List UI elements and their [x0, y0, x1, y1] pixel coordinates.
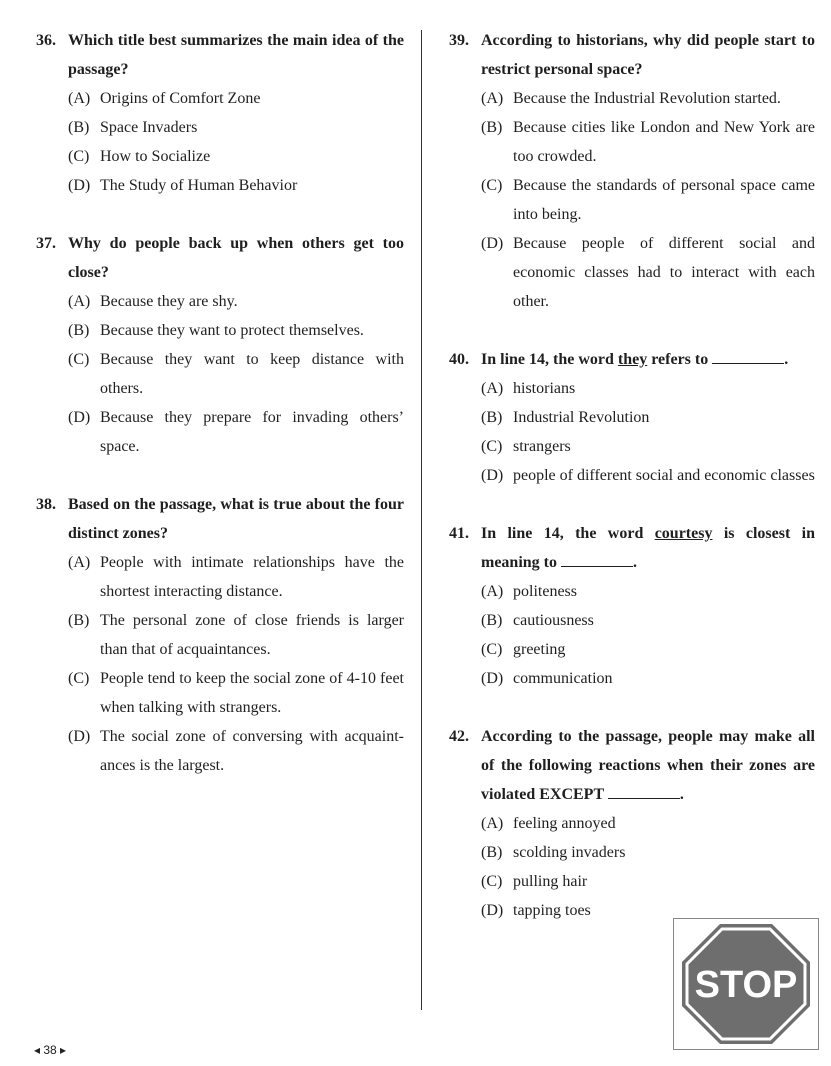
- option-text: Because people of different social and economic classes had to interact with each other.: [513, 235, 815, 310]
- option-text: Because they want to keep distance with others.: [100, 351, 404, 397]
- stem-end: .: [679, 786, 684, 803]
- option-letter: (B): [481, 119, 503, 136]
- option-letter: (C): [68, 670, 90, 687]
- question-stem: [481, 519, 815, 577]
- column-divider: [421, 30, 422, 1010]
- stem-text: According to the passage, people may make all of the following reactions when their zones are violated EXCEPT: [481, 728, 815, 803]
- question-number: 38.: [36, 496, 56, 513]
- option-letter: (B): [481, 844, 503, 861]
- option-letter: (C): [481, 873, 503, 890]
- question-stem: Which title best summarizes the main idea of the passage?: [68, 32, 404, 78]
- option-letter: (C): [481, 641, 503, 658]
- option-text: Because they are shy.: [100, 293, 238, 310]
- question-39: [449, 26, 815, 316]
- question-number: 39.: [449, 32, 469, 49]
- stop-sign-graphic: [674, 919, 818, 1049]
- underlined-word: they: [617, 351, 648, 368]
- option-letter: (A): [481, 90, 504, 107]
- option-letter: (D): [68, 177, 91, 194]
- question-number: 37.: [36, 235, 56, 252]
- option-d: [36, 171, 404, 200]
- question-42: [449, 722, 815, 925]
- option-letter: (A): [481, 815, 504, 832]
- question-number: 40.: [449, 351, 469, 368]
- option-b: [36, 606, 404, 664]
- option-text: Because the standards of personal space came into being.: [513, 177, 815, 223]
- underlined-word: courtesy: [654, 525, 713, 542]
- stem-after: is closest in meaning to: [481, 525, 815, 571]
- question-40: [449, 345, 815, 490]
- option-letter: (A): [481, 380, 504, 397]
- option-b: [36, 316, 404, 345]
- option-a: [36, 548, 404, 606]
- option-c: [36, 345, 404, 403]
- answer-blank: [561, 552, 633, 567]
- option-text: Industrial Revolution: [513, 409, 650, 426]
- option-text: Because they want to protect themselves.: [100, 322, 364, 339]
- option-b: [449, 838, 815, 867]
- option-text: feeling annoyed: [513, 815, 616, 832]
- option-d: [449, 461, 815, 490]
- option-c: [449, 432, 815, 461]
- option-d: [449, 664, 815, 693]
- page-number: ◂ 38 ▸: [34, 1043, 67, 1057]
- stem-end: .: [784, 351, 789, 368]
- option-letter: (B): [68, 612, 90, 629]
- stop-sign-text: STOP: [694, 964, 798, 1006]
- option-text: People tend to keep the social zone of 4-10 feet when talking with strangers.: [100, 670, 404, 716]
- option-text: tapping toes: [513, 902, 591, 919]
- stop-sign-icon: [673, 918, 819, 1050]
- option-text: The personal zone of close friends is larger than that of acquaintances.: [100, 612, 404, 658]
- option-text: People with intimate relationships have the shortest interacting distance.: [100, 554, 404, 600]
- option-a: [449, 374, 815, 403]
- option-letter: (D): [481, 467, 504, 484]
- option-text: pulling hair: [513, 873, 588, 890]
- question-36: [36, 26, 404, 200]
- option-c: [36, 664, 404, 722]
- option-letter: (A): [68, 554, 91, 571]
- option-letter: (D): [68, 409, 91, 426]
- option-c: [449, 867, 815, 896]
- option-text: politeness: [513, 583, 577, 600]
- option-letter: (B): [481, 612, 503, 629]
- option-text: Because they prepare for invading others’ space.: [100, 409, 404, 455]
- option-a: [449, 809, 815, 838]
- option-a: [449, 84, 815, 113]
- stem-end: .: [633, 554, 637, 571]
- option-text: communication: [513, 670, 613, 687]
- right-column: [449, 26, 815, 954]
- option-letter: (D): [68, 728, 91, 745]
- left-column: [36, 26, 404, 809]
- option-letter: (C): [68, 148, 90, 165]
- option-text: cautiousness: [513, 612, 594, 629]
- option-letter: (C): [68, 351, 90, 368]
- option-c: [449, 171, 815, 229]
- question-38: [36, 490, 404, 780]
- answer-blank: [712, 349, 784, 364]
- option-letter: (D): [481, 670, 504, 687]
- option-a: [449, 577, 815, 606]
- option-letter: (A): [481, 583, 504, 600]
- option-text: historians: [513, 380, 576, 397]
- option-text: How to Socialize: [100, 148, 211, 165]
- option-text: scolding invaders: [513, 844, 626, 861]
- option-text: Space Invaders: [100, 119, 198, 136]
- option-text: Origins of Comfort Zone: [100, 90, 261, 107]
- stem-before: In line 14, the word: [481, 351, 614, 368]
- answer-blank: [608, 784, 680, 799]
- option-c: [449, 635, 815, 664]
- option-letter: (D): [481, 902, 504, 919]
- question-stem: Why do people back up when others get too close?: [68, 235, 404, 281]
- question-stem: Based on the passage, what is true about the four distinct zones?: [68, 496, 404, 542]
- option-a: [36, 287, 404, 316]
- question-stem: According to historians, why did people start to restrict personal space?: [481, 32, 815, 78]
- option-d: [449, 229, 815, 316]
- option-letter: (B): [68, 119, 90, 136]
- option-letter: (D): [481, 235, 504, 252]
- option-b: [449, 606, 815, 635]
- question-number: 36.: [36, 32, 56, 49]
- option-text: Because the Industrial Revolution started.: [513, 90, 781, 107]
- option-text: strangers: [513, 438, 571, 455]
- option-a: [36, 84, 404, 113]
- option-letter: (B): [68, 322, 90, 339]
- option-b: [449, 403, 815, 432]
- stem-after: refers to: [651, 351, 709, 368]
- option-letter: (A): [68, 90, 91, 107]
- option-b: [449, 113, 815, 171]
- option-text: people of different social and economic classes: [513, 467, 815, 484]
- option-letter: (A): [68, 293, 91, 310]
- option-c: [36, 142, 404, 171]
- option-d: [36, 403, 404, 461]
- question-stem: [481, 345, 815, 374]
- question-number: 42.: [449, 728, 469, 745]
- question-41: [449, 519, 815, 693]
- option-text: The Study of Human Behavior: [100, 177, 298, 194]
- question-number: 41.: [449, 525, 469, 542]
- option-letter: (C): [481, 177, 503, 194]
- option-text: greeting: [513, 641, 566, 658]
- option-b: [36, 113, 404, 142]
- option-d: [36, 722, 404, 780]
- option-letter: (C): [481, 438, 503, 455]
- question-37: [36, 229, 404, 461]
- question-stem: [481, 722, 815, 809]
- option-letter: (B): [481, 409, 503, 426]
- option-text: Because cities like London and New York are too crowded.: [513, 119, 815, 165]
- stem-before: In line 14, the word: [481, 525, 644, 542]
- option-text: The social zone of conversing with acquaint-ances is the largest.: [100, 728, 404, 774]
